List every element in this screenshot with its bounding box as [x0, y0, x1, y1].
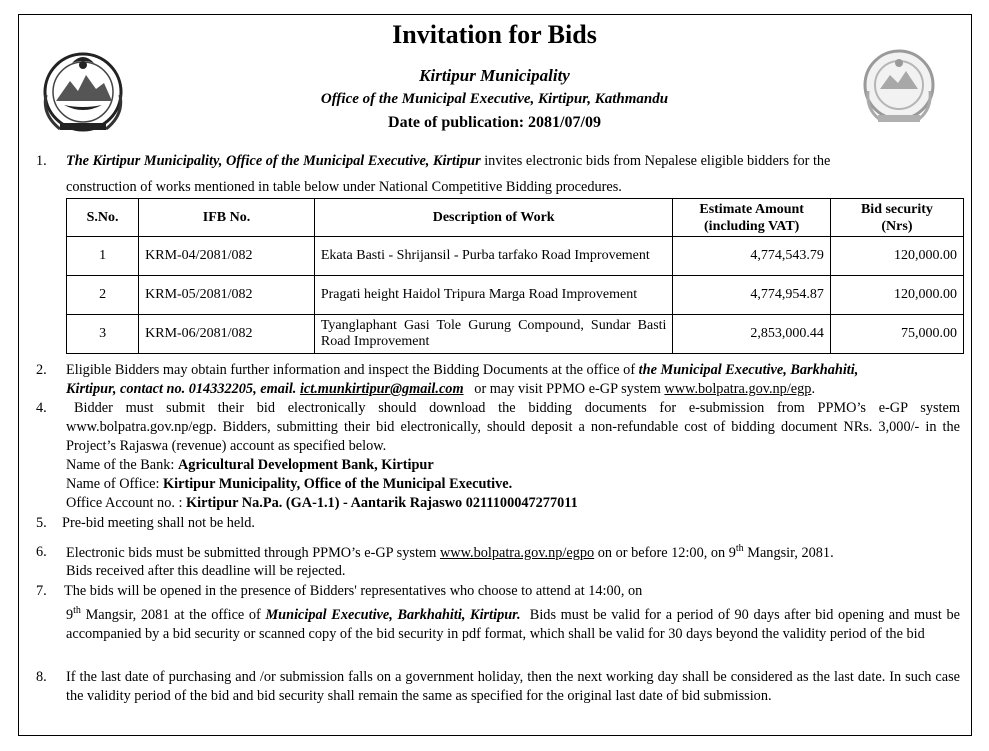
office-value: Kirtipur Municipality, Office of the Municipal Executive. [163, 476, 513, 492]
table-row [67, 315, 964, 354]
cell-estimate: 4,774,543.79 [673, 237, 830, 276]
office-label: Name of Office: [66, 476, 163, 492]
header-estimate-line-2: (including VAT) [704, 218, 800, 234]
cell-description: Tyanglaphant Gasi Tole Gurung Compound, Sundar Basti Road Improvement [314, 315, 673, 354]
cell-sn: 1 [67, 237, 139, 276]
bank-line [66, 456, 960, 475]
item-1-lead: The Kirtipur Municipality, Office of the Municipal Executive, Kirtipur [66, 153, 481, 169]
item-1-text [66, 152, 960, 171]
item-7-line-1: The bids will be opened in the presence of Bidders' representatives who choose to attend at 14:00, on [64, 583, 643, 599]
egp-link[interactable]: www.bolpatra.gov.np/egp [664, 381, 812, 397]
item-4-text: Bidder must submit their bid electronically should download the bidding documents for e-submission from PPMO’s e-GP system www.bolpatra.gov.np/egp. Bidders, submitting their bid electronically, should deposit a non-refundable cost of bidding document NRs. 3,000/- in the Project’s Rajaswa (revenue) account as specified below. [66, 400, 960, 454]
item-6-text-a: Electronic bids must be submitted through PPMO’s e-GP system [66, 544, 440, 561]
header-ifb: IFB No. [139, 199, 315, 237]
header-estimate-line-1: Estimate Amount [699, 201, 804, 217]
item-7-text-a: Mangsir, 2081 at the office of [80, 606, 266, 623]
table-row [67, 237, 964, 276]
bank-value: Agricultural Development Bank, Kirtipur [177, 457, 434, 473]
item-5-number: 5. [36, 515, 47, 531]
item-1-text-a: invites electronic bids from Nepalese eligible bidders for the [480, 153, 831, 169]
item-6-line-2: Bids received after this deadline will be rejected. [66, 563, 346, 579]
email-link[interactable]: ict.munkirtipur@gmail.com [299, 381, 464, 397]
header-security-line-1: Bid security [860, 201, 933, 217]
publication-date: Date of publication: 2081/07/09 [388, 114, 601, 131]
table-row [67, 276, 964, 315]
cell-security: 120,000.00 [830, 237, 963, 276]
cell-ifb: KRM-05/2081/082 [139, 276, 315, 315]
account-value: Kirtipur Na.Pa. (GA-1.1) - Aantarik Rajaswo 0211100047277011 [186, 495, 578, 511]
item-2-end: . [811, 381, 816, 397]
cell-security: 75,000.00 [830, 315, 963, 354]
table-header-row [67, 199, 964, 237]
cell-ifb: KRM-06/2081/082 [139, 315, 315, 354]
office-name: Office of the Municipal Executive, Kirtipur, Kathmandu [320, 91, 669, 107]
header-estimate [673, 199, 830, 237]
item-8-number: 8. [36, 669, 47, 685]
bank-label: Name of the Bank: [66, 457, 178, 473]
cell-sn: 2 [67, 276, 139, 315]
item-7-text-b: Bids must be valid for a period of 90 days after bid opening and must be accompanied by a bid security or scanned copy of the bid security in pdf format, which shall be valid for 30 days beyond the validity period of the bid [66, 606, 964, 642]
item-7-number: 7. [36, 583, 47, 599]
item-2-text-b: or may visit PPMO e-GP system [463, 381, 665, 397]
item-8-text: If the last date of purchasing and /or submission falls on a government holiday, then the next working day shall be considered as the last date. In such case the validity period of the bid and bid security shall remain the same as specified for the original last date of bid submission. [66, 669, 960, 704]
account-label: Office Account no. : [66, 495, 187, 511]
item-7-text [66, 601, 964, 644]
item-2-office-line-1: the Municipal Executive, Barkhahiti, [638, 362, 859, 378]
egp-submission-link[interactable]: www.bolpatra.gov.np/egpo [439, 544, 595, 561]
header-description: Description of Work [314, 199, 673, 237]
header-sn: S.No. [67, 199, 139, 237]
page-title: Invitation for Bids [392, 20, 597, 49]
item-2-office-line-2: Kirtipur, contact no. 014332205, email. [66, 381, 300, 397]
item-1-line-2: construction of works mentioned in table below under National Competitive Bidding procedures. [66, 179, 622, 195]
item-7-day: 9 [66, 606, 74, 623]
bids-table [66, 198, 964, 354]
item-6-sup: th [735, 543, 744, 554]
organization-name: Kirtipur Municipality [419, 66, 570, 85]
cell-estimate: 4,774,954.87 [673, 276, 830, 315]
account-line [66, 494, 960, 513]
item-2-number: 2. [36, 362, 47, 378]
item-4-number: 4. [36, 400, 47, 416]
cell-description: Ekata Basti - Shrijansil - Purba tarfako Road Improvement [314, 237, 673, 276]
item-2-text [66, 361, 960, 399]
item-5-text: Pre-bid meeting shall not be held. [62, 515, 255, 531]
cell-estimate: 2,853,000.44 [673, 315, 830, 354]
cell-description: Pragati height Haidol Tripura Marga Road Improvement [314, 276, 673, 315]
cell-sn: 3 [67, 315, 139, 354]
cell-ifb: KRM-04/2081/082 [139, 237, 315, 276]
item-6-text-c: Mangsir, 2081. [743, 544, 834, 561]
item-7-office: Municipal Executive, Barkhahiti, Kirtipur. [265, 606, 521, 623]
office-line [66, 475, 960, 494]
item-2-text-a: Eligible Bidders may obtain further information and inspect the Bidding Documents at the office of [66, 362, 639, 378]
item-1-number: 1. [36, 153, 47, 169]
item-6-number: 6. [36, 544, 47, 560]
cell-security: 120,000.00 [830, 276, 963, 315]
header-security-line-2: (Nrs) [881, 218, 913, 234]
item-6-text-b: on or before 12:00, on 9 [594, 544, 736, 561]
header-security [830, 199, 963, 237]
item-7-sup: th [73, 605, 81, 616]
